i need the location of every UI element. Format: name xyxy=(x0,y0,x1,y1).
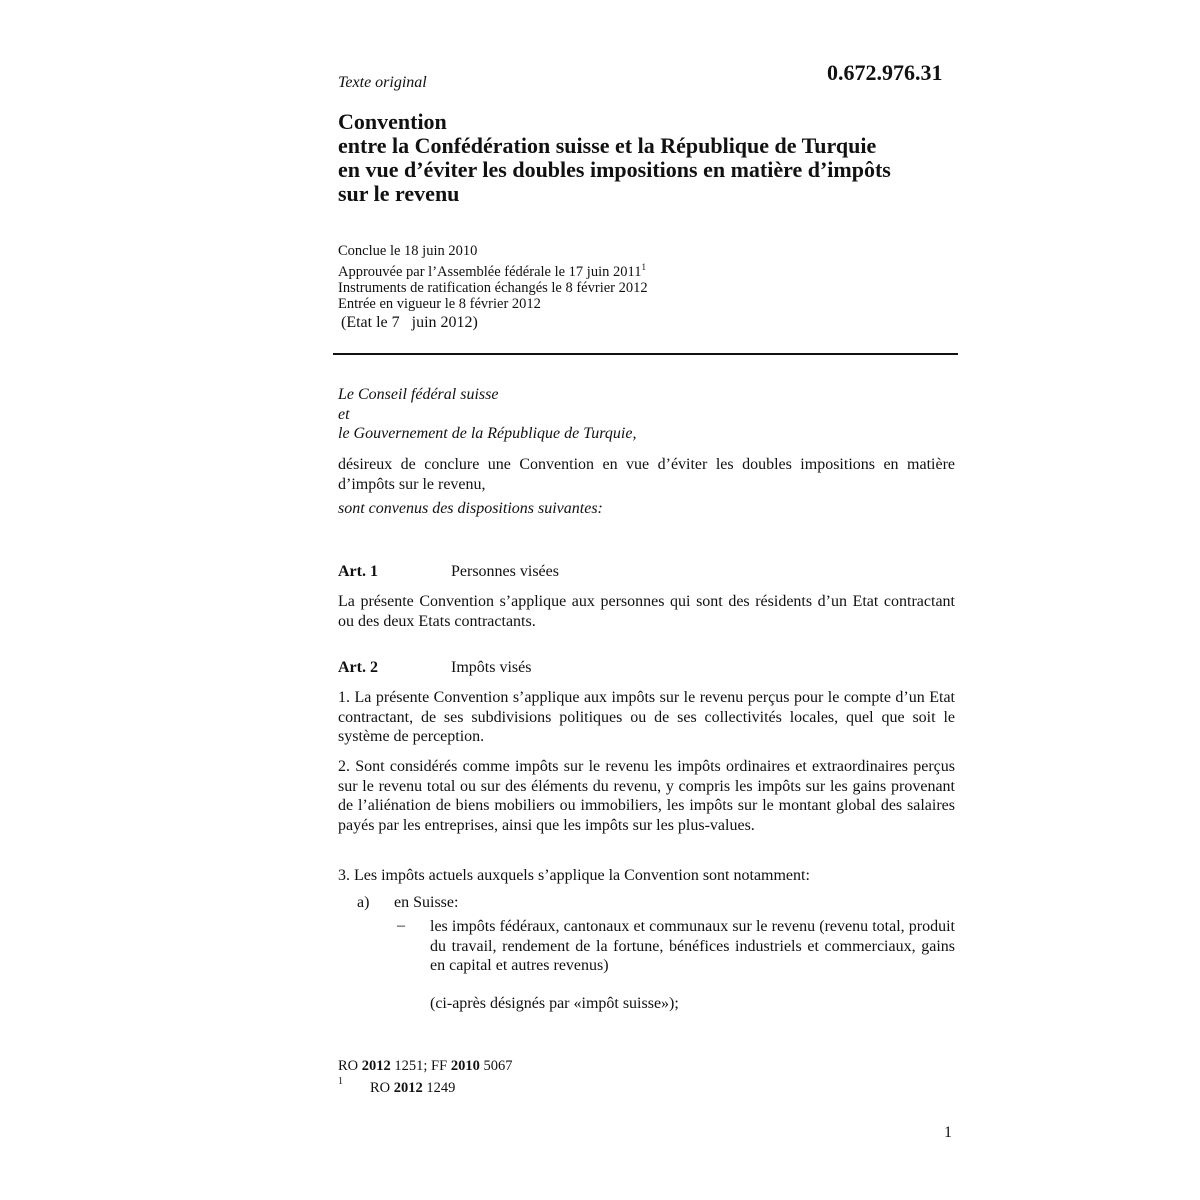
article-1-number: Art. 1 xyxy=(338,563,378,580)
swiss-tax-designation: (ci-après désignés par «impôt suisse»); xyxy=(430,995,679,1012)
party-conjunction: et xyxy=(338,405,350,423)
preamble-desireux: désireux de conclure une Convention en vue d’éviter les doubles impositions en matière d’impôts sur le revenu, xyxy=(338,456,955,493)
swiss-taxes-list-item: les impôts fédéraux, cantonaux et communaux sur le revenu (revenu total, produit du travail, rendement de la fortune, bénéfices industriels et commerciaux, gains en capital et autres revenus) xyxy=(430,918,955,974)
article-1-title: Personnes visées xyxy=(451,563,559,580)
sr-number: 0.672.976.31 xyxy=(827,60,943,85)
article-2-paragraph-1: 1. La présente Convention s’applique aux impôts sur le revenu perçus pour le compte d’un Etat contractant, de ses subdivisions politiques ou de ses collectivités locales, quel que soit le système de perception. xyxy=(338,689,955,745)
dash-marker: – xyxy=(397,917,405,934)
article-1-text: La présente Convention s’applique aux personnes qui sont des résidents d’un Etat contractant ou des deux Etats contractants. xyxy=(338,593,955,630)
title-line: en vue d’éviter les doubles impositions en matière d’impôts xyxy=(338,157,891,182)
list-marker-a: a) xyxy=(357,894,370,911)
meta-entree: Entrée en vigueur le 8 février 2012 xyxy=(338,296,541,312)
article-2-paragraph-3: 3. Les impôts actuels auxquels s’applique la Convention sont notamment: xyxy=(338,867,810,884)
footnote-ref-1[interactable]: 1 xyxy=(641,262,646,272)
party-turkey: le Gouvernement de la République de Turquie, xyxy=(338,425,637,442)
article-2-paragraph-2: 2. Sont considérés comme impôts sur le revenu les impôts ordinaires et extraordinaires perçus sur le revenu total ou sur des éléments du revenu, y compris les impôts sur les gains provenant de l’aliénation de biens mobiliers ou immobiliers, les impôts sur le montant global des salaires payés par les entreprises, ainsi que les impôts sur les plus-values. xyxy=(338,758,955,834)
meta-conclue: Conclue le 18 juin 2010 xyxy=(338,243,478,259)
preamble-parties xyxy=(338,385,636,444)
article-2-number: Art. 2 xyxy=(338,659,378,676)
footnote-1-text: RO 2012 1249 xyxy=(370,1080,456,1096)
document-title xyxy=(338,110,978,206)
title-line: entre la Confédération suisse et la République de Turquie xyxy=(338,133,877,158)
title-line: Convention xyxy=(338,109,447,134)
publication-reference: RO 2012 1251; FF 2010 5067 xyxy=(338,1058,513,1074)
page-number: 1 xyxy=(944,1124,952,1141)
meta-instruments: Instruments de ratification échangés le 8 février 2012 xyxy=(338,280,648,296)
party-switzerland: Le Conseil fédéral suisse xyxy=(338,386,499,403)
meta-approuvee: Approuvée par l’Assemblée fédérale le 17 juin 2011$^1$ xyxy=(338,262,646,280)
preamble-convenus: sont convenus des dispositions suivantes: xyxy=(338,500,603,517)
footnote-1-marker: 1 xyxy=(338,1076,343,1087)
texte-original-label: Texte original xyxy=(338,74,427,91)
title-line: sur le revenu xyxy=(338,181,460,206)
etat-date: (Etat le 7 juin 2012) xyxy=(341,314,478,331)
header-divider xyxy=(333,353,958,355)
treaty-metadata xyxy=(338,243,648,312)
list-item-a-label: en Suisse: xyxy=(394,894,459,911)
article-2-title: Impôts visés xyxy=(451,659,532,676)
